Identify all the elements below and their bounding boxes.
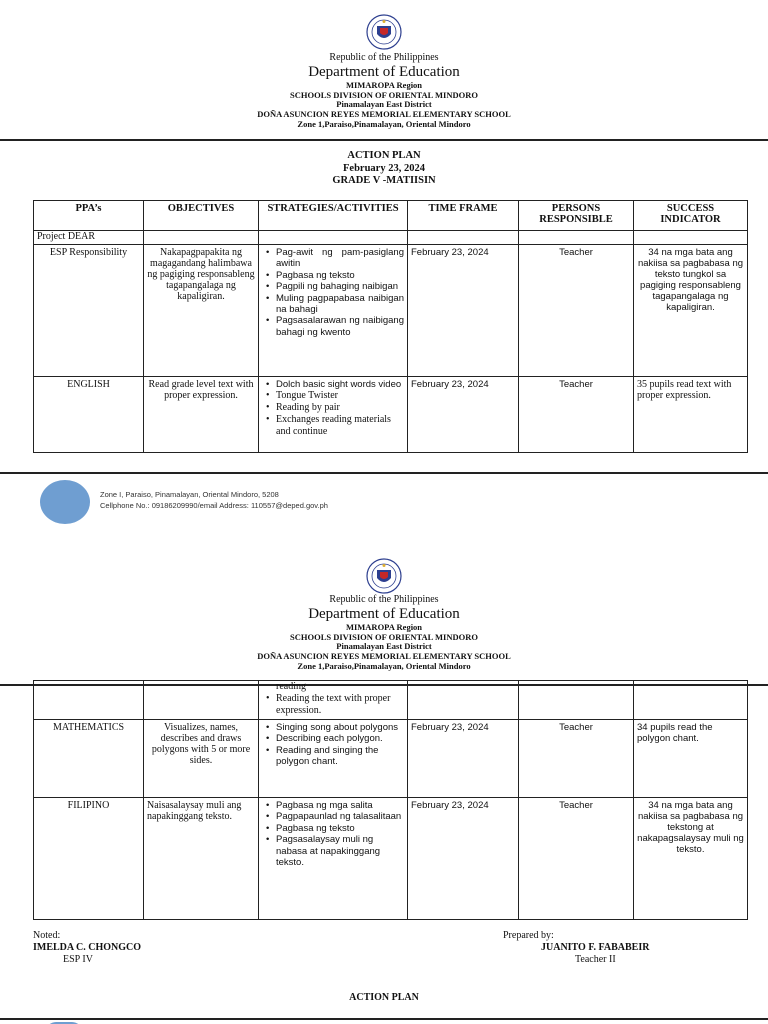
division-label: SCHOOLS DIVISION OF ORIENTAL MINDORO (290, 631, 478, 642)
table-row (34, 720, 748, 798)
person-cell: Teacher (519, 245, 634, 377)
time-cell: February 23, 2024 (408, 245, 519, 377)
indicator-cell: 34 na mga bata ang nakiisa sa pagbabasa ng tekstong at nakapagsalaysay muli ng teksto. (634, 798, 748, 920)
district-label: Pinamalayan East District (336, 641, 432, 652)
list-item: • Pagpapaunlad ng talasalitaan (262, 811, 404, 822)
header-divider (0, 139, 768, 141)
footer-address-line: Zone I, Paraiso, Pinamalayan, Oriental Mindoro, 5208 (100, 490, 279, 499)
activities-cell (259, 377, 408, 453)
prepared-name: JUANITO F. FABABEIR (541, 942, 650, 953)
noted-signature-block (33, 930, 141, 966)
region-label: MIMAROPA Region (345, 79, 423, 90)
school-name: DOÑA ASUNCION REYES MEMORIAL ELEMENTARY SCHOOL (257, 109, 511, 120)
table-row (34, 245, 748, 377)
list-item: • Pagpili ng bahaging naibigan (262, 281, 404, 292)
ppa-cell: ESP Responsibility (34, 245, 144, 377)
page-footer (40, 480, 740, 526)
footer-divider (0, 472, 768, 474)
ppa-cell: ENGLISH (34, 377, 144, 453)
list-item: • Reading and singing the polygon chant. (262, 745, 404, 768)
ppa-cell: MATHEMATICS (34, 720, 144, 798)
letterhead (0, 594, 768, 672)
school-name: DOÑA ASUNCION REYES MEMORIAL ELEMENTARY SCHOOL (257, 651, 511, 662)
noted-title: ESP IV (63, 954, 93, 965)
letterhead (0, 52, 768, 130)
activities-cell (259, 681, 408, 720)
col-header: PERSONS RESPONSIBLE (519, 201, 634, 231)
school-address: Zone 1,Paraiso,Pinamalayan, Oriental Mindoro (297, 118, 471, 129)
action-plan-table-continued (33, 680, 748, 920)
time-cell: February 23, 2024 (408, 798, 519, 920)
list-item: • Pagbasa ng teksto (262, 270, 404, 281)
list-item: • Pagbasa ng mga salita (262, 800, 404, 811)
list-item: • Pagsasalarawan ng naibigang bahagi ng kwento (262, 315, 404, 338)
activity-list (262, 379, 404, 438)
footer-address (100, 490, 328, 512)
continuation-row (34, 681, 748, 720)
noted-name: IMELDA C. CHONGCO (33, 942, 142, 953)
prepared-label: Prepared by: (503, 930, 554, 941)
continuation-text: reading (276, 681, 306, 692)
list-item: • Tongue Twister (262, 390, 404, 402)
col-header: PPA’s (34, 201, 144, 231)
col-header: TIME FRAME (408, 201, 519, 231)
list-item: • Describing each polygon. (262, 733, 404, 744)
republic-label: Republic of the Philippines (329, 594, 439, 605)
footer-logo-icon (40, 480, 90, 524)
footer-contact-line: Cellphone No.: 09186209990/email Address: 110557@deped.gov.ph (100, 500, 328, 510)
activity-list (262, 722, 404, 768)
activities-cell (259, 798, 408, 920)
col-header: SUCCESS INDICATOR (634, 201, 748, 231)
person-cell: Teacher (519, 798, 634, 920)
objective-cell: Nakapagpapakita ng magagandang halimbawa ng pagiging responsableng tagapangalaga ng kapaligiran. (144, 245, 259, 377)
time-cell: February 23, 2024 (408, 720, 519, 798)
table-header-row (34, 201, 748, 231)
next-page-heading: ACTION PLAN (349, 992, 419, 1003)
plan-date: February 23, 2024 (343, 162, 425, 174)
list-item: • Reading by pair (262, 402, 404, 414)
activity-list (262, 693, 404, 717)
project-row (34, 231, 748, 245)
list-item: • Pagsasalaysay muli ng nabasa at napakinggang teksto. (262, 834, 404, 868)
prepared-title: Teacher II (575, 954, 616, 965)
page-break-divider (0, 1018, 768, 1020)
indicator-cell: 34 na mga bata ang nakiisa sa pagbabasa ng teksto tungkol sa pagiging responsableng tagapangalaga ng kapaligiran. (634, 245, 748, 377)
activities-cell (259, 245, 408, 377)
indicator-cell: 34 pupils read the polygon chant. (634, 720, 748, 798)
prepared-signature-block (503, 930, 649, 966)
table-row (34, 798, 748, 920)
table-row (34, 377, 748, 453)
ppa-cell: FILIPINO (34, 798, 144, 920)
list-item: • Singing song about polygons (262, 722, 404, 733)
col-header: OBJECTIVES (144, 201, 259, 231)
department-name: Department of Education (308, 605, 460, 622)
activities-cell (259, 720, 408, 798)
person-cell: Teacher (519, 377, 634, 453)
republic-label: Republic of the Philippines (329, 52, 439, 63)
noted-label: Noted: (33, 930, 61, 941)
objective-cell: Read grade level text with proper expression. (144, 377, 259, 453)
list-item: • Dolch basic sight words video (262, 379, 404, 390)
col-header: STRATEGIES/ACTIVITIES (259, 201, 408, 231)
objective-cell: Visualizes, names, describes and draws polygons with 5 or more sides. (144, 720, 259, 798)
time-cell: February 23, 2024 (408, 377, 519, 453)
region-label: MIMAROPA Region (345, 621, 423, 632)
deped-seal-icon (366, 558, 402, 594)
plan-section: GRADE V -MATIISIN (332, 175, 436, 187)
list-item: • Pagbasa ng teksto (262, 823, 404, 834)
objective-cell: Naisasalaysay muli ang napakinggang teksto. (144, 798, 259, 920)
department-name: Department of Education (308, 63, 460, 80)
list-item: • Muling pagpapabasa naibigan na bahagi (262, 293, 404, 316)
list-item: • Pag-awit ng pam-pasiglang awitin (262, 247, 404, 270)
document-page-2 (0, 544, 768, 1024)
activity-list (262, 800, 404, 868)
list-item: • Exchanges reading materials and continue (262, 414, 404, 438)
person-cell: Teacher (519, 720, 634, 798)
project-label: Project DEAR (34, 231, 144, 245)
school-address: Zone 1,Paraiso,Pinamalayan, Oriental Mindoro (297, 660, 471, 671)
list-item: • Reading the text with proper expression. (262, 693, 404, 717)
division-label: SCHOOLS DIVISION OF ORIENTAL MINDORO (290, 89, 478, 100)
indicator-cell: 35 pupils read text with proper expression. (634, 377, 748, 453)
plan-heading: ACTION PLAN (347, 150, 421, 161)
district-label: Pinamalayan East District (336, 99, 432, 110)
activity-list (262, 247, 404, 338)
plan-title (0, 150, 768, 188)
action-plan-table (33, 200, 748, 453)
deped-seal-icon (366, 14, 402, 50)
